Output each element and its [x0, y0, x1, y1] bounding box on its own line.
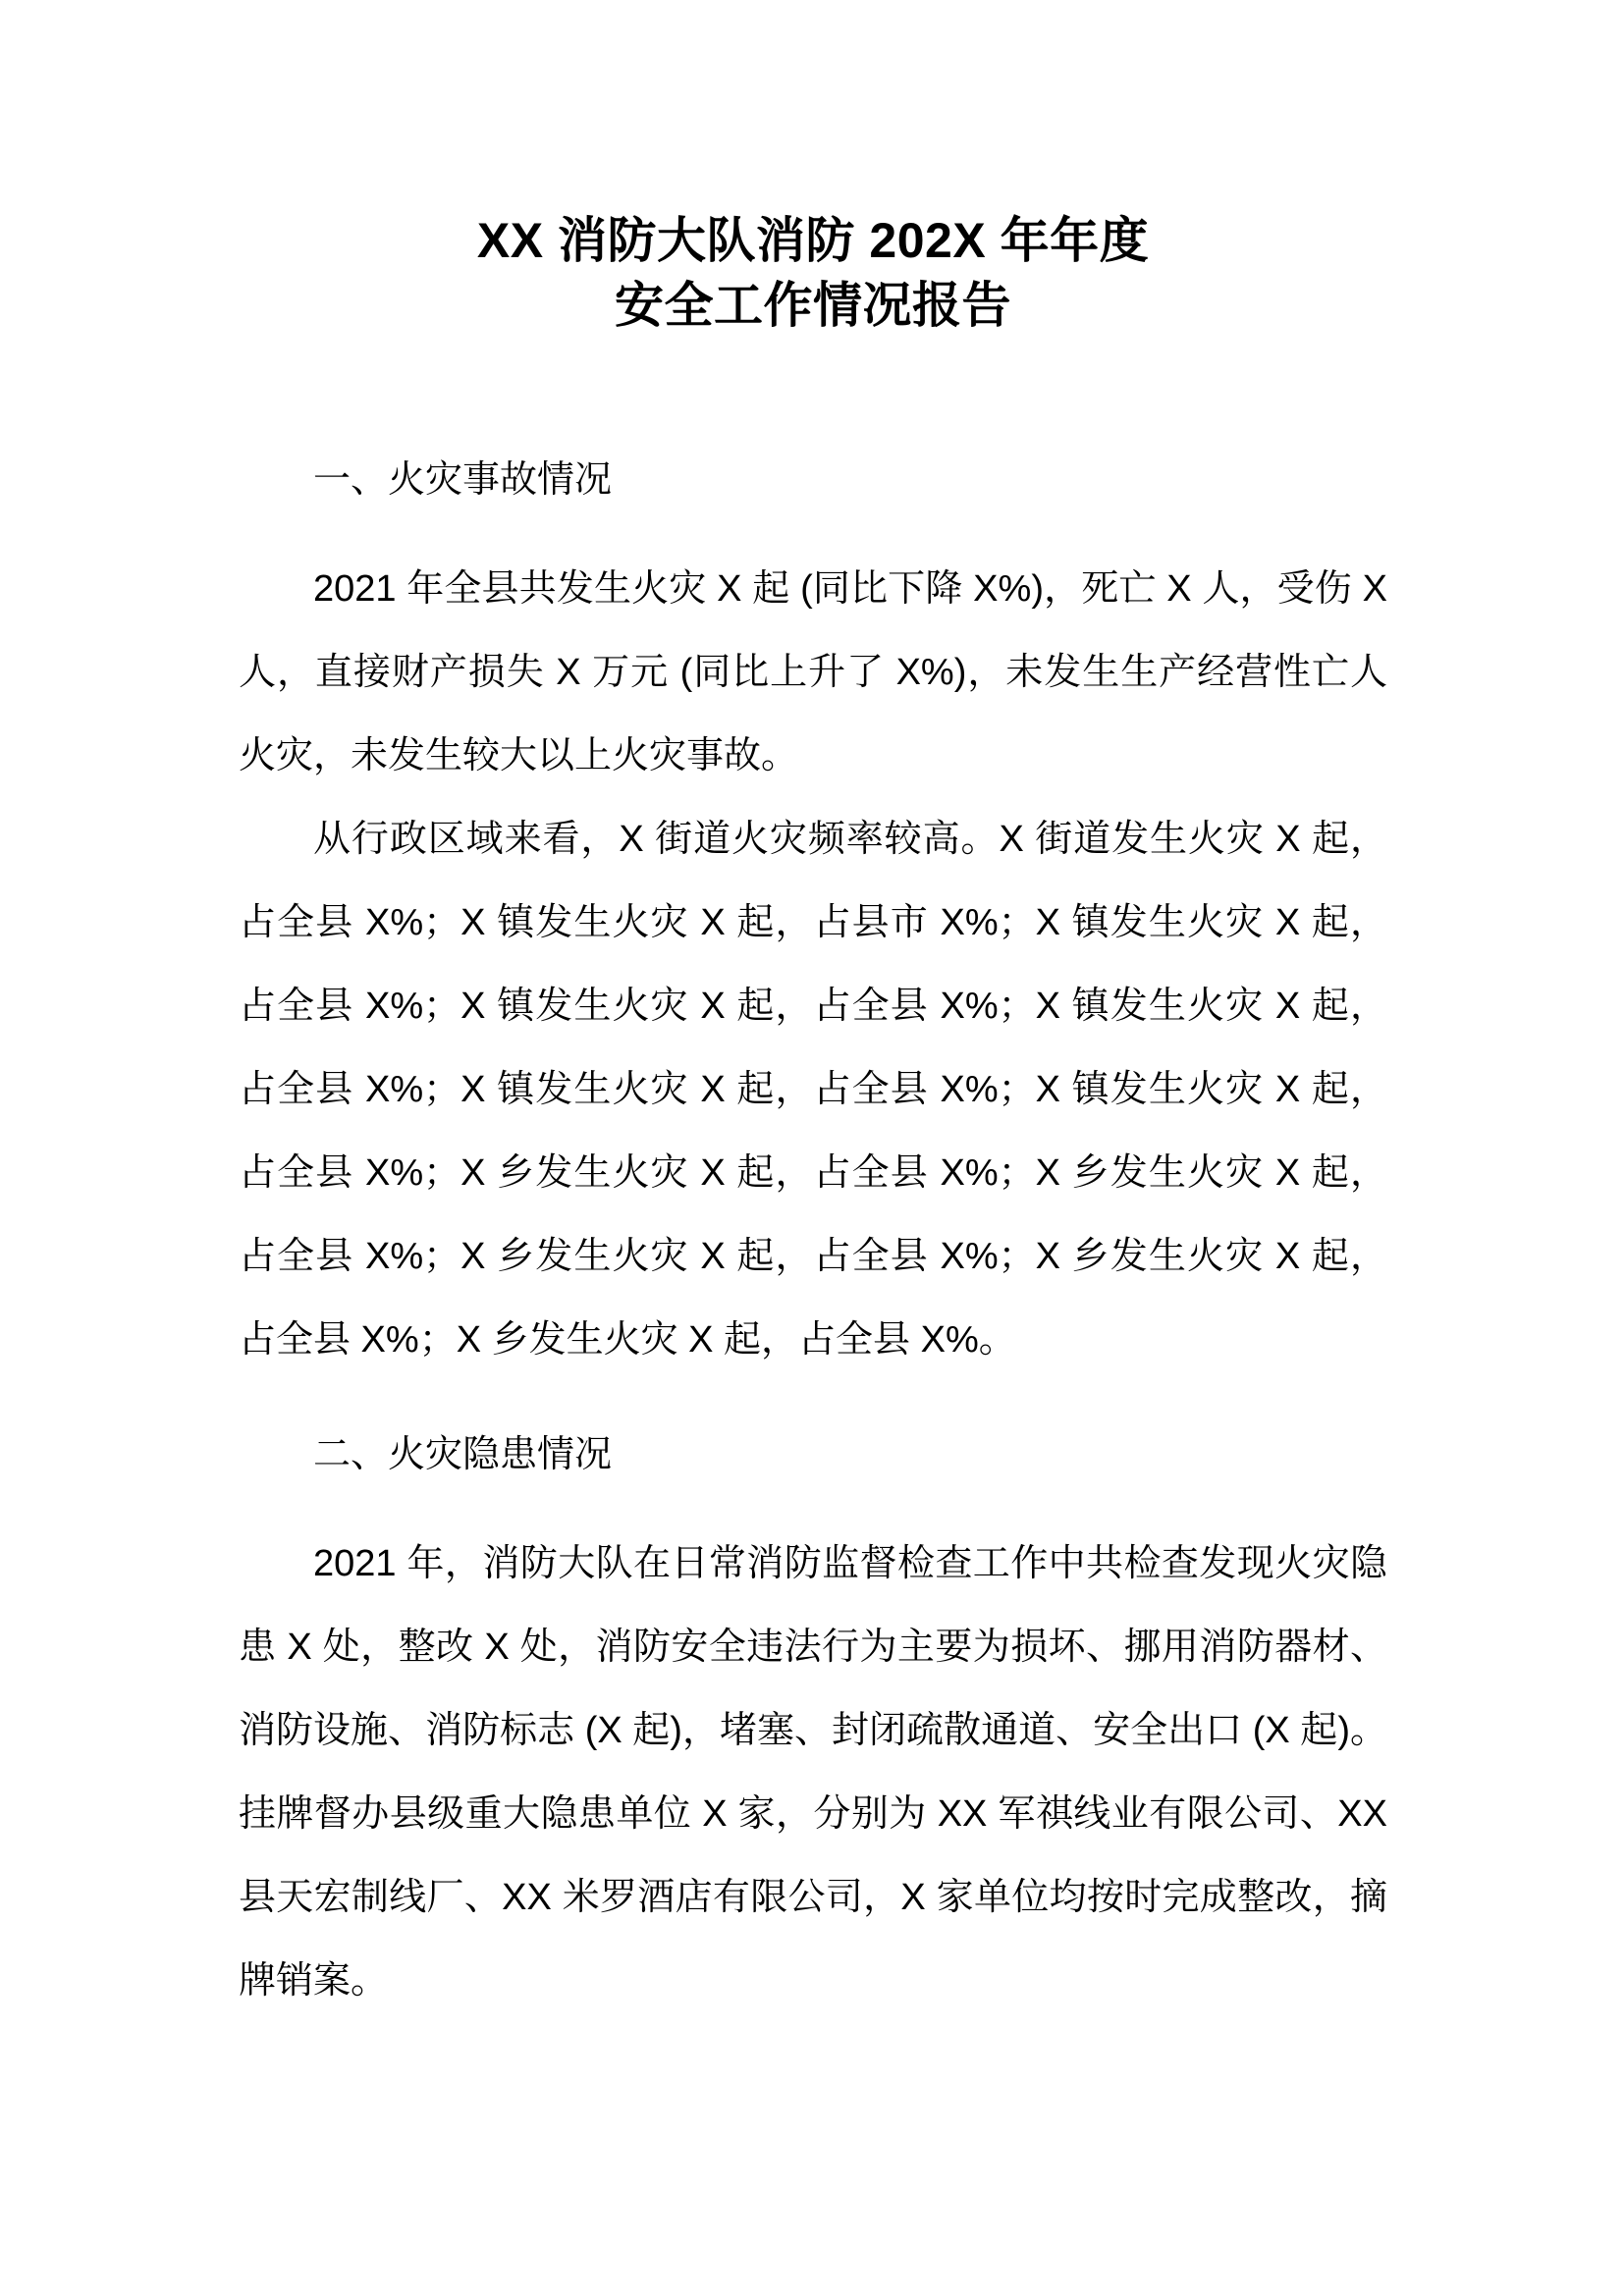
section-heading-1: 一、火灾事故情况	[313, 459, 613, 501]
section-1-paragraph-1: 2021 年全县共发生火灾 X 起 (同比下降 X%)，死亡 X 人，受伤 X 人，直接财产损失 X 万元 (同比上升了 X%)，未发生生产经营性亡人火灾，未发生较大以上火灾事故。	[239, 568, 1387, 776]
section-2-paragraph-1: 2021 年，消防大队在日常消防监督检查工作中共检查发现火灾隐患 X 处，整改 X 处，消防安全违法行为主要为损坏、挪用消防器材、消防设施、消防标志 (X 起)，堵塞、封闭疏散通道、安全出口 (X 起)。挂牌督办县级重大隐患单位 X 家，分别为 XX 军祺线业有限公司、XX 县天宏制线厂、XX 米罗酒店有限公司，X 家单位均按时完成整改，摘牌销案。	[239, 1543, 1387, 2002]
page-title	[239, 0, 1387, 338]
section-2-spacer	[239, 1382, 1387, 1436]
section-heading-2: 二、火灾隐患情况	[313, 1434, 613, 1475]
section-1-heading-spacer	[239, 499, 1387, 548]
section-2-heading-spacer	[239, 1473, 1387, 1522]
section-1-paragraph-2: 从行政区域来看，X 街道火灾频率较高。X 街道发生火灾 X 起，占全县 X%；X 镇发生火灾 X 起，占县市 X%；X 镇发生火灾 X 起，占全县 X%；X 镇发生火灾 X 起，占全县 X%；X 镇发生火灾 X 起，占全县 X%；X 镇发生火灾 X 起，占全县 X%；X 镇发生火灾 X 起，占全县 X%；X 乡发生火灾 X 起，占全县 X%；X 乡发生火灾 X 起，占全县 X%；X 乡发生火灾 X 起，占全县 X%；X 乡发生火灾 X 起，占全县 X%；X 乡发生火灾 X 起，占全县 X%。	[239, 819, 1387, 1361]
page-title-line-1: XX 消防大队消防 202X 年年度	[476, 213, 1150, 268]
page-title-line-2: 安全工作情况报告	[615, 278, 1011, 333]
document-content	[239, 0, 1387, 2023]
title-spacer	[239, 338, 1387, 461]
